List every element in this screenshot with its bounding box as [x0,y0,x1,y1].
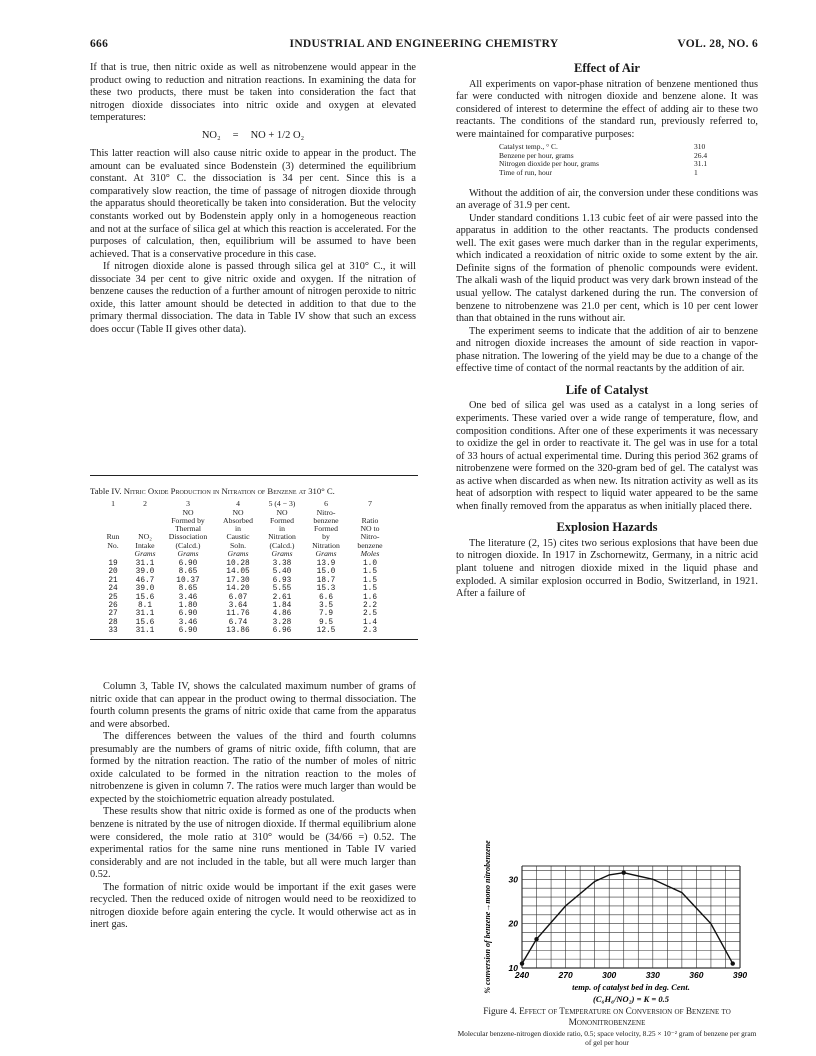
table-cell: 7.9 [318,610,334,619]
paragraph: This latter reaction will also cause nitric oxide to appear in the product. The amount can be evaluated since Bodenstein (3) determined the equilibrium constant. At 310° C. the dissociation is 34 per cent. Since this is a comparatively slow reaction, the time of passage of nitrogen dioxide through the apparatus should theoretically be taken into consideration. But the velocity constants worked out by Bodenstein apply only in a homogeneous reaction and not at the surface of silica gel at which this reaction is accelerated. For the purposes of calculation, then, equilibrium will be assumed to have been achieved. That is a conservative procedure in this case. [90,148,416,260]
table-cell: 10.37 [176,576,200,585]
column-header: Ratio NO to Nitro- benzene [357,515,383,550]
y-tick-label: 30 [508,874,518,885]
data-point [534,937,538,941]
table-cell: 15.6 [135,618,155,627]
figure-note: Molecular benzene-nitrogen dioxide ratio, 0.5; space velocity, 8.25 × 10⁻² gram of benzene per gram of gel per hour [457,1029,757,1047]
figure-caption: Figure 4. Effect of Temperature on Conversion of Benzene to Mononitrobenzene Molecular benzene-nitrogen dioxide ratio, 0.5; space velocity, 8.25 × 10⁻² gram of benzene per gram of gel per hour [457,1007,757,1047]
table-cell: 39.0 [135,585,155,594]
left-column-top [90,62,416,336]
column-unit: Grams [134,548,156,558]
column-unit: Grams [227,548,249,558]
paragraph: The differences between the values of the third and fourth columns presumably are the numbers of grams of nitric oxide, fifth column, that are formed by the nitration reaction. The ratio of the number of moles of nitric oxide calculated to be formed in the nitration reaction to the moles of nitrobenzene is given in column 7. The ratios were much larger than would be expected by the stoichiometric equation already postulated. [90,731,416,805]
table-cell: 31.1 [135,559,155,568]
x-tick-label: 330 [645,970,660,980]
condition-label: Catalyst temp., ° C. [499,142,558,152]
table-cell: 20 [108,568,118,577]
table-cell: 6.90 [178,610,198,619]
table-cell: 1.5 [362,576,378,585]
table-cell: 5.55 [272,585,292,594]
table-cell: 2.3 [362,627,378,636]
table-cell: 17.30 [226,576,250,585]
table-cell: 6.74 [228,618,248,627]
condition-value: 31.1 [694,159,708,169]
section-heading-catalyst: Life of Catalyst [565,382,649,397]
table-cell: 14.20 [226,585,250,594]
paragraph: Under standard conditions 1.13 cubic feet of air were passed into the apparatus in addition to the other reactants. The products condensed well. The exit gases were much darker than in the regular experiments, which indicated a reoxidation of nitric oxide to some extent by the air. Definite signs of the formation of phenolic compounds were evident. The alkali wash of the liquid product was very dark brown instead of the usual yellow. The catalyst darkened during the run. The conversion of benzene to nitrobenzene was 21.0 per cent, which is 10 per cent lower than that obtained in the runs without air. [456,212,758,325]
table-cell: 1.6 [362,593,378,602]
table-cell: 15.3 [316,585,336,594]
x-tick-label: 360 [689,970,704,980]
condition-value: 1 [694,168,698,178]
section-heading-air: Effect of Air [574,61,640,75]
x-tick-label: 300 [602,970,617,980]
right-column [456,62,758,601]
running-header [90,38,758,52]
table-cell: 21 [108,576,118,585]
table-cell: 28 [108,618,118,627]
x-tick-label: 270 [558,970,573,980]
table-iv [90,475,418,640]
paragraph: One bed of silica gel was used as a catalyst in a long series of experiments. These varied over a wide range of temperature, flow, and composition conditions. After one of these experiments it was necessary to oxidize the gel in order to reactivate it. The gel was in use for a total of 33 hours of actual experimental time. During this period 362 grams of nitrobenzene were formed on the 320-gram bed of gel. The catalyst was as active when discarded as when new. Its nitration activity as well as its heat of adsorption with respect to liquid water appeared to be the same when finally removed from the apparatus as when initially placed there. [456,400,758,512]
table-cell: 6.96 [272,627,292,636]
paragraph: Without the addition of air, the conversion under these conditions was an average of 31.9 per cent. [456,187,758,212]
ratio-annotation: (C₆H₆/NO₂) = K = 0.5 [593,994,669,1004]
data-point [520,961,524,965]
paragraph: All experiments on vapor-phase nitration of benzene mentioned thus far were conducted with nitrogen dioxide and benzene alone. It was considered of interest to determine the effect of adding air to these two reactants. The conditions of the standard run, previously referred to, were maintained for comparative purposes: [456,78,758,140]
dissociation-equation: NO₂ = NO + 1/2 O₂ [201,129,305,141]
table-cell: 19 [108,559,118,568]
table-cell: 3.5 [318,601,334,610]
column-number: 4 [236,498,240,508]
table-cell: 46.7 [135,576,155,585]
figure-4 [456,840,758,1004]
table-cell: 33 [108,627,118,636]
table-cell: 13.9 [316,559,336,568]
table-cell: 6.90 [178,627,198,636]
column-unit [96,550,130,558]
table-cell: 1.4 [362,618,378,627]
table-cell: 15.6 [135,593,155,602]
table-grid [90,500,418,636]
column-number: 3 [186,498,190,508]
paragraph: Column 3, Table IV, shows the calculated maximum number of grams of nitric oxide that can appear in the product owing to thermal dissociation. The fourth column presents the grams of nitric oxide that came from the apparatus and were absorbed. [90,681,416,730]
table-cell: 27 [108,610,118,619]
table-cell: 31.1 [135,610,155,619]
condition-value: 310 [694,142,706,152]
table-top-rule [90,475,418,476]
column-header: NO Formed in Nitration (Calcd.) [268,507,296,550]
column-unit: Grams [177,548,199,558]
column-number: 1 [111,498,115,508]
table-caption: Table IV. Nitric Oxide Production in Nitration of Benzene at 310° C. [90,486,335,496]
column-header: NO Formed by Thermal Dissociation (Calcd.) [168,507,208,550]
column-header: Run No. [106,532,120,550]
table-cell: 2.5 [362,610,378,619]
table-cell: 12.5 [316,627,336,636]
table-cell: 4.86 [272,610,292,619]
table-cell: 3.46 [178,593,198,602]
column-header: Nitro- benzene Formed by Nitration [312,507,340,550]
condition-row [499,169,758,178]
x-tick-label: 240 [514,970,530,980]
table-cell: 2.2 [362,601,378,610]
condition-label: Benzene per hour, grams [499,150,574,160]
table-cell: 9.5 [318,618,334,627]
y-tick-label: 10 [508,963,518,973]
paragraph: These results show that nitric oxide is formed as one of the products when benzene is nitrated by the use of nitrogen dioxide. If thermal equilibrium alone were considered, the mole ratio at 310° would be (34/66 =) 0.52. The experimental ratios for the same nine runs mentioned in Table IV varied considerably and are not included in the table, but all were much larger than 0.52. [90,806,416,881]
condition-value: 26.4 [694,150,708,160]
column-unit: Grams [315,548,337,558]
table-cell: 10.28 [226,559,250,568]
table-cell: 39.0 [135,568,155,577]
table-cell: 8.65 [178,585,198,594]
page-number: 666 [90,38,109,50]
table-cell: 6.07 [228,593,248,602]
column-header: NO₂ Intake [135,532,155,550]
y-tick-label: 20 [508,918,518,929]
table-cell: 31.1 [135,627,155,636]
table-bottom-rule [90,639,418,640]
table-cell: 15.0 [316,568,336,577]
table-cell: 6.6 [318,593,334,602]
y-axis-label: % conversion of benzene→mono nitrobenzene [483,840,492,994]
column-number: 6 [324,498,328,508]
paragraph: The experiment seems to indicate that the addition of air to benzene and nitrogen dioxide increases the amount of side reaction in vapor-phase nitration. The lowering of the yield may be due to a change of the effective time of contact of the normal reactants by the addition of air. [456,325,758,375]
table-cell: 18.7 [316,576,336,585]
section-heading-explosion: Explosion Hazards [556,520,658,535]
table-cell: 13.86 [226,627,250,636]
table-cell: 6.90 [178,559,198,568]
table-cell: 11.76 [226,610,250,619]
journal-title: INDUSTRIAL AND ENGINEERING CHEMISTRY [289,38,559,50]
temperature-conversion-chart [456,840,758,1004]
table-cell: 1.5 [362,585,378,594]
table-cell: 1.5 [362,568,378,577]
data-point [622,870,626,874]
paragraph: The formation of nitric oxide would be important if the exit gases were recycled. Then the reduced oxide of nitrogen would need to be reoxidized to nitrogen dioxide before again entering the cycle. It would otherwise act as in inert gas. [90,881,416,931]
table-cell: 3.64 [228,601,248,610]
volume-issue: VOL. 28, NO. 6 [677,38,758,50]
table-cell: 3.28 [272,618,292,627]
data-point [731,961,735,965]
condition-label: Nitrogen dioxide per hour, grams [499,159,599,169]
column-number: 5 (4 − 3) [268,498,296,508]
table-cell: 14.05 [226,568,250,577]
table-cell: 2.61 [272,593,292,602]
table-cell: 1.80 [178,601,198,610]
condition-label: Time of run, hour [499,168,553,178]
table-cell: 6.93 [272,576,292,585]
paragraph: The literature (2, 15) cites two serious explosions that have been due to nitrogen dioxide. In 1917 in Zschornewitz, Germany, in a nitric acid plant toluene and nitrogen dioxide mixed in the liquid phase and exploded. A similar explosion occurred in Bodio, Switzerland, in 1921. After a failure of [456,537,758,600]
x-tick-label: 390 [732,970,748,980]
table-cell: 3.46 [178,618,198,627]
table-cell: 25 [108,593,118,602]
column-unit: Grams [271,548,293,558]
left-column-bottom [90,681,416,932]
standard-run-conditions [499,143,758,177]
column-number: 2 [143,498,147,508]
table-cell: 1.0 [362,559,378,568]
table-cell: 3.38 [272,559,292,568]
table-cell: 26 [108,601,118,610]
paragraph: If nitrogen dioxide alone is passed through silica gel at 310° C., it will dissociate 34 per cent to give nitric oxide and oxygen. If the nitration of benzene causes the reduction of a further amount of nitrogen peroxide to nitric oxide, this latter amount should be detected in addition to that due to the primary thermal dissociation. The data in Table IV show that such an excess does occur (Table II gives other data). [90,261,416,335]
table-cell: 8.1 [137,601,153,610]
column-header: NO Absorbed in Caustic Soln. [223,507,253,550]
table-cell: 5.40 [272,568,292,577]
table-cell: 1.84 [272,601,292,610]
paragraph: If that is true, then nitric oxide as well as nitrobenzene would appear in the product owing to reduction and nitration reactions. In examining the data for these two products, there must be taken into consideration the fact that nitrogen dioxide dissociates into nitric oxide and oxygen at elevated temperatures: [90,62,416,124]
column-number: 7 [368,498,372,508]
x-axis-label: temp. of catalyst bed in deg. Cent. [572,982,690,992]
table-cell: 8.65 [178,568,198,577]
table-cell: 24 [108,585,118,594]
column-unit: Moles [360,548,380,558]
